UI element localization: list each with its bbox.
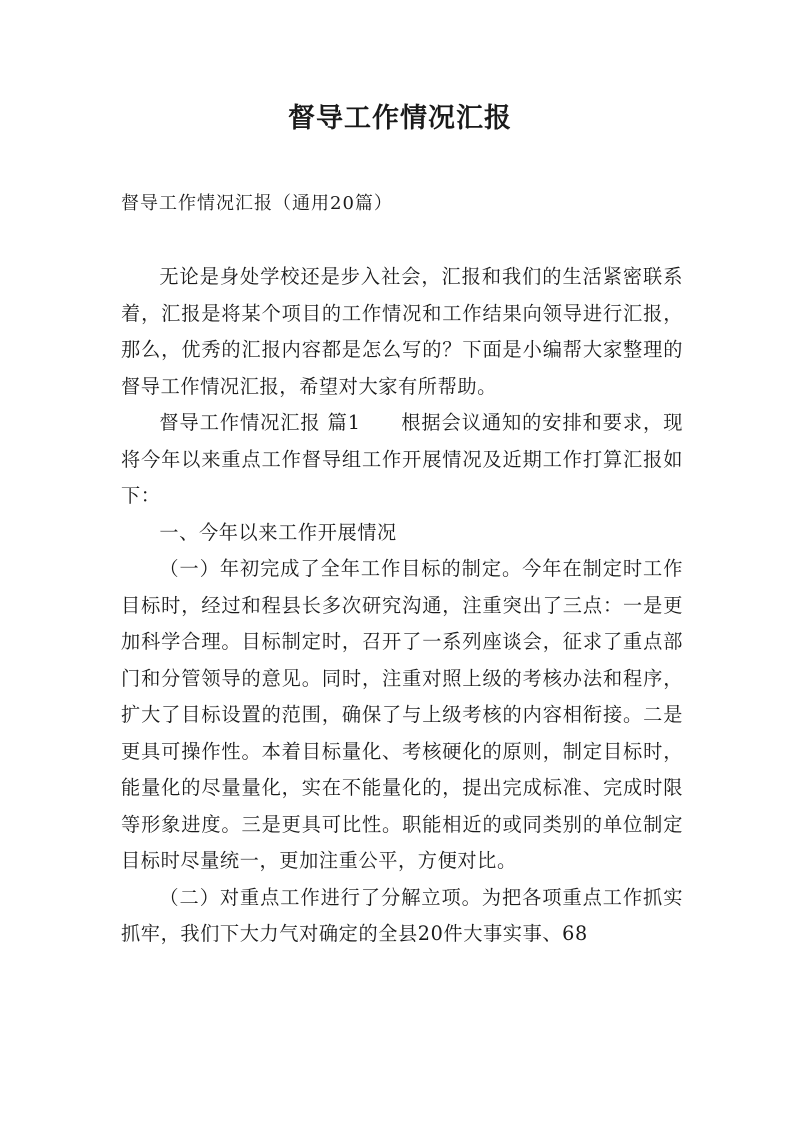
paragraph-item-2: （二）对重点工作进行了分解立项。为把各项重点工作抓实抓牢，我们下大力气对确定的全县20件大事实事、68 [121,885,683,945]
document-title: 督导工作情况汇报 [288,103,512,134]
document-subtitle: 督导工作情况汇报（通用20篇） [121,193,393,214]
paragraph-intro: 无论是身处学校还是步入社会，汇报和我们的生活紧密联系着，汇报是将某个项目的工作情况和工作结果向领导进行汇报，那么，优秀的汇报内容都是怎么写的？下面是小编帮大家整理的督导工作情况汇报，希望对大家有所帮助。 [121,265,683,398]
paragraph-section-1: 督导工作情况汇报 篇1 根据会议通知的安排和要求，现将今年以来重点工作督导组工作开展情况及近期工作打算汇报如下： [121,411,683,507]
document-body [121,259,683,953]
paragraph-item-1: （一）年初完成了全年工作目标的制定。今年在制定时工作目标时，经过和程县长多次研究沟通，注重突出了三点：一是更加科学合理。目标制定时，召开了一系列座谈会，征求了重点部门和分管领导的意见。同时，注重对照上级的考核办法和程序，扩大了目标设置的范围，确保了与上级考核的内容相衔接。二是更具可操作性。本着目标量化、考核硬化的原则，制定目标时，能量化的尽量量化，实在不能量化的，提出完成标准、完成时限等形象进度。三是更具可比性。职能相近的或同类别的单位制定目标时尽量统一，更加注重公平，方便对比。 [121,557,683,872]
paragraph-heading-1: 一、今年以来工作开展情况 [159,520,397,544]
